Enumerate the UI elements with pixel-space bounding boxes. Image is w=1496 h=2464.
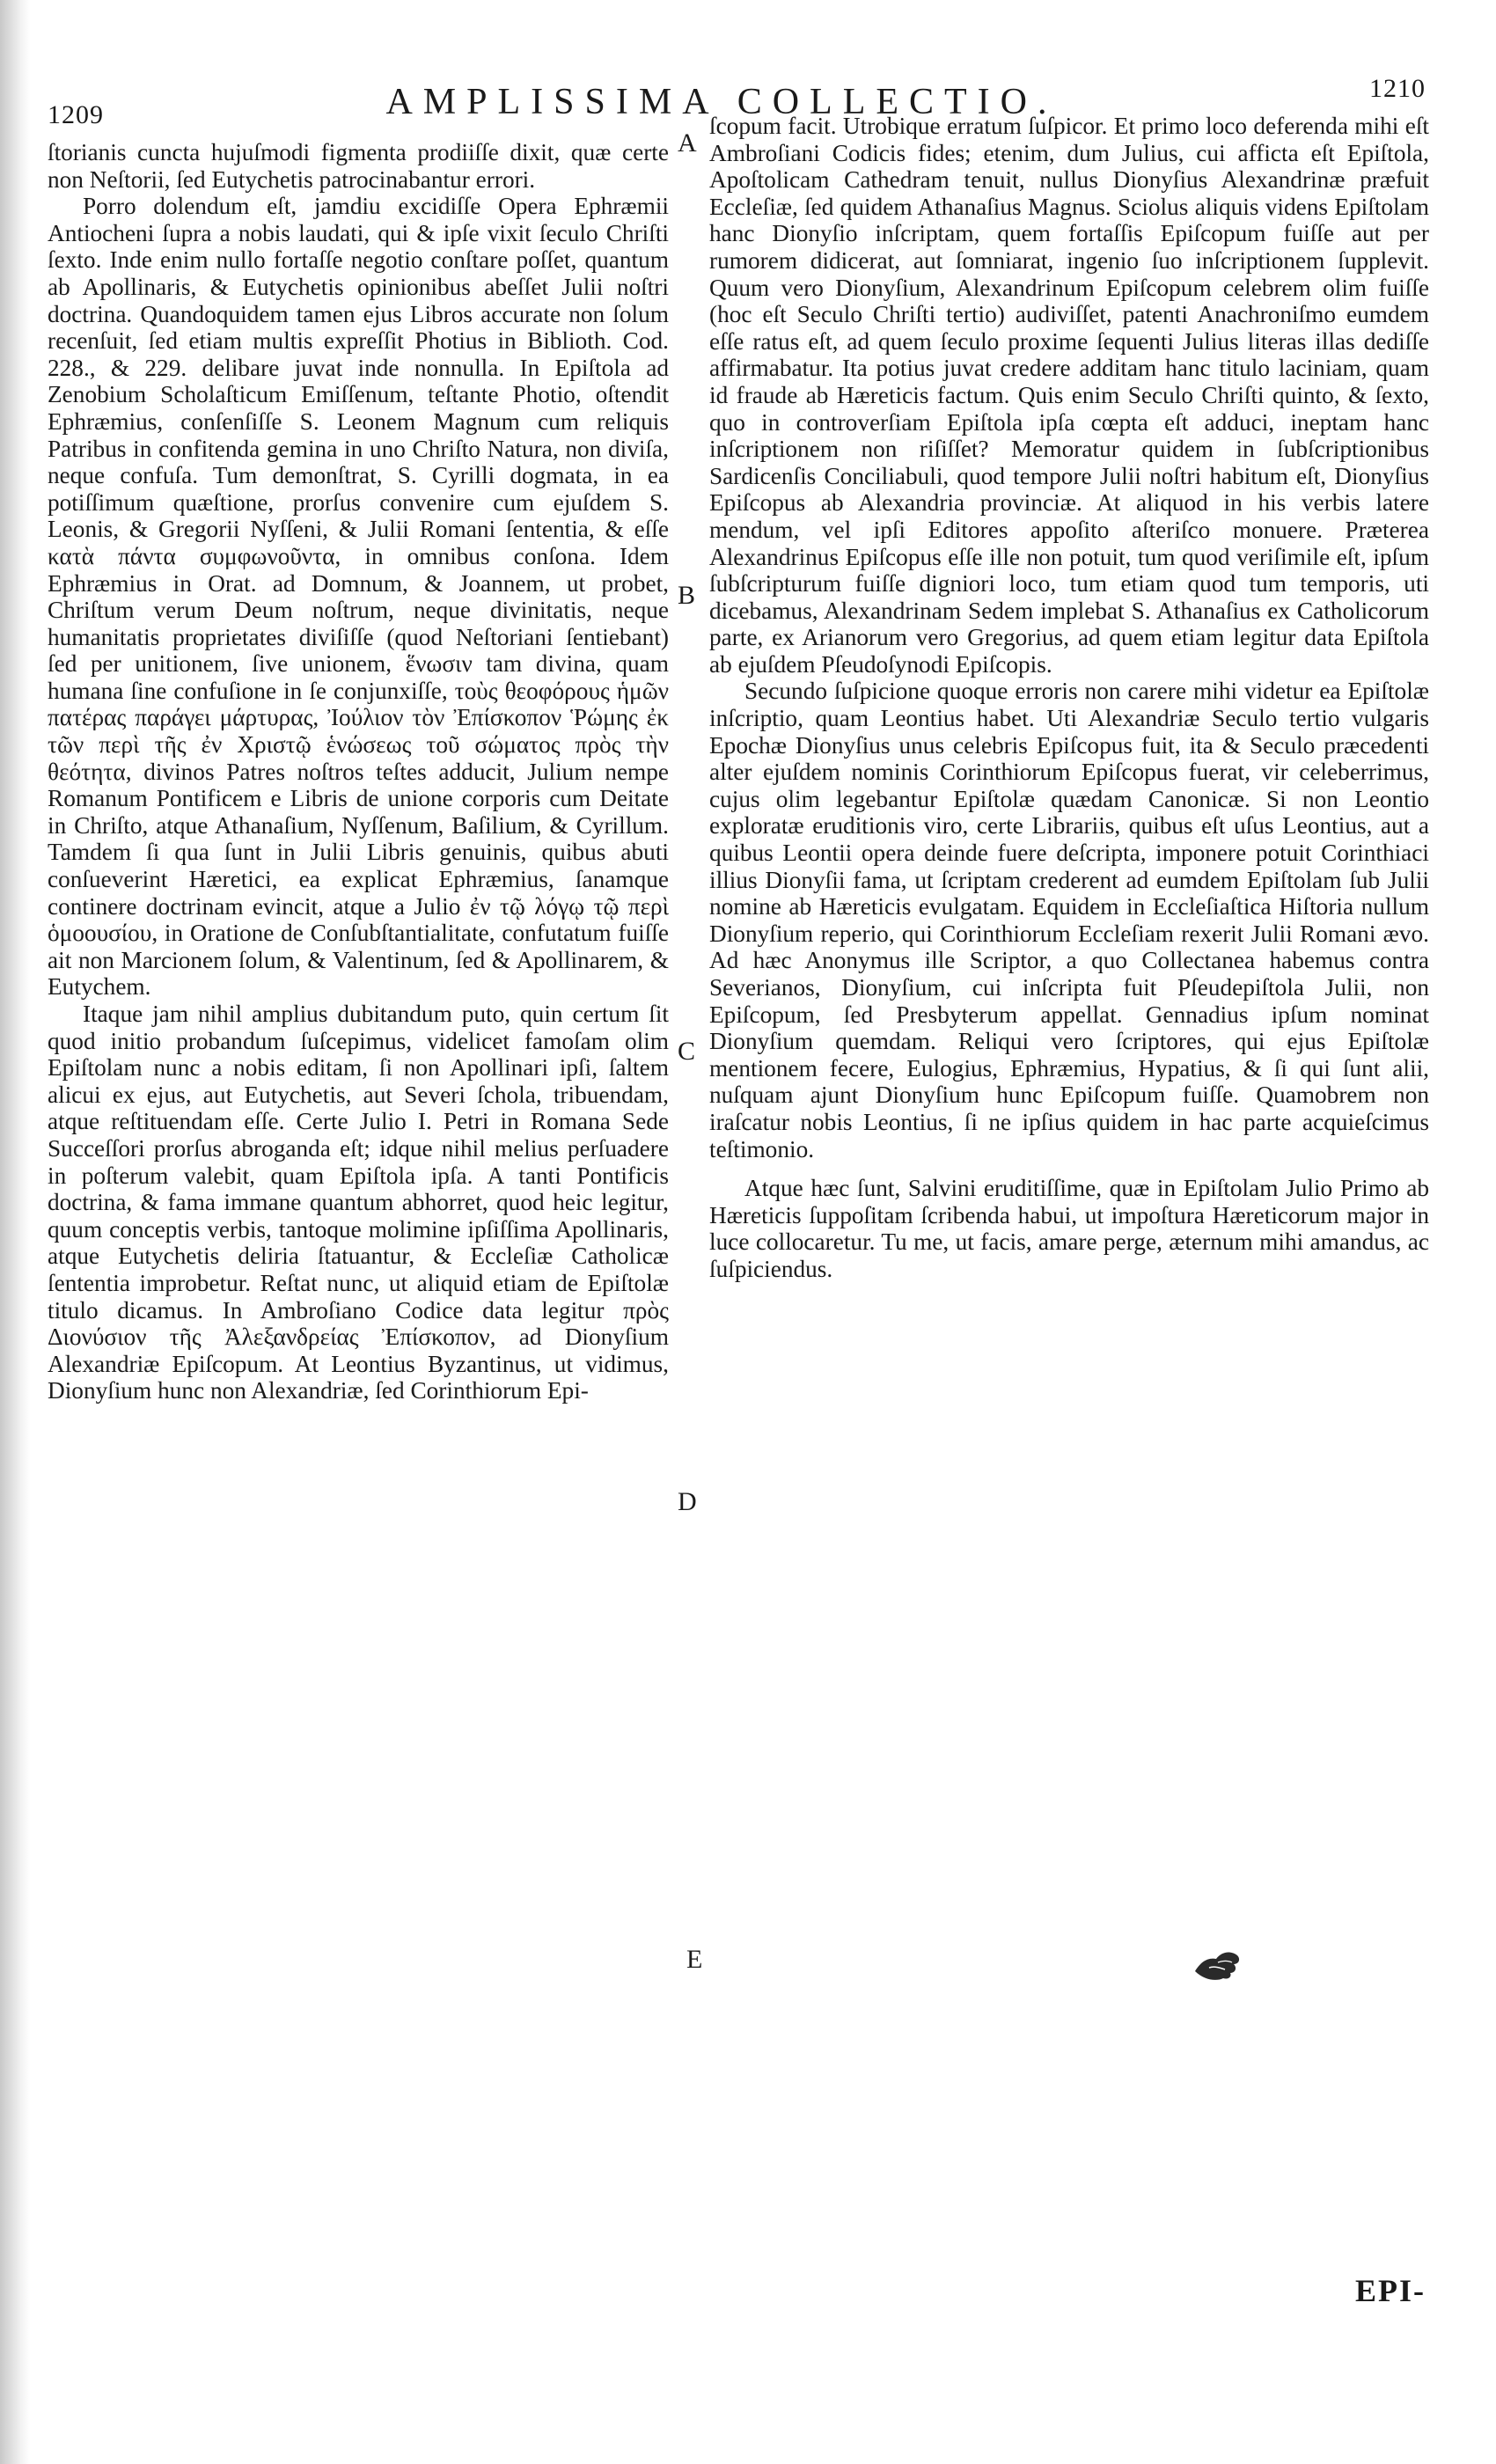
right-paragraph-2: Secundo ſuſpicione quoque erroris non carere mihi videtur ea Epiſtolæ inſcriptio, quam Leontius habet. Uti Alexandriæ Seculo tertio vulgaris Epochæ Dionyſius unus celebris Epiſcopus fuit, ita & Seculo præcedenti alter ejuſdem nominis Corinthiorum Epiſcopus fuerat, vir celeberrimus, cujus olim legebantur Epiſtolæ quædam Canonicæ. Si non Leontio exploratæ eruditionis viro, certe Librariis, quibus eſt uſus Leontius, aut a quibus Leontii opera deinde fuere deſcripta, imponere potuit Corinthiaci illius Dionyſii fama, ut ſcriptam crederent ad eumdem Epiſtolam ſub Julii nomine ab Hæreticis evulgatam. Equidem in Eccleſiaſtica Hiſtoria nullum Dionyſium reperio, qui Corinthiorum Eccleſiam rexerit Julii Romani ævo. Ad hæc Anonymus ille Scriptor, a quo Collectanea habemus contra Severianos, Dionyſium, cui inſcripta fuit Pſeudepiſtola Julii, non Epiſcopum, ſed Presbyterum appellat. Gennadius ipſum nominat Dionyſium quemdam. Reliqui vero ſcriptores, qui ejus Epiſtolæ mentionem fecere, Eulogius, Ephræmius, Hypatius, & ſi qui ſunt alii, nuſquam ajunt Dionyſium hunc Epiſcopum fuiſſe. Quamobrem non iraſcatur nobis Leontius, ſi ne ipſius quidem in hac parte acquieſcimus teſtimonio. [709,678,1429,1162]
page-number-right: 1210 [1369,74,1426,103]
left-paragraph-2: Porro dolendum eſt, jamdiu excidiſſe Opera Ephræmii Antiocheni ſupra a nobis laudati, qui & ipſe vixit ſeculo Chriſti ſexto. Inde enim nullo fortaſſe negotio conſtare poſſet, quantum ab Apollinaris, & Eutychetis opinionibus abeſſet Julii noſtri doctrina. Quandoquidem tamen ejus Libros accurate non ſolum recenſuit, ſed etiam multis expreſſit Photius in Biblioth. Cod. 228., & 229. delibare juvat inde nonnulla. In Epiſtola ad Zenobium Scholaſticum Emiſſenum, teſtante Photio, oſtendit Ephræmius, conſenſiſſe S. Leonem Magnum cum reliquis Patribus in confitenda gemina in uno Chriſto Natura, non diviſa, neque confuſa. Tum demonſtrat, S. Cyrilli dogmata, in ea potiſſimum quæſtione, prorſus convenire cum ejuſdem S. Leonis, & Gregorii Nyſſeni, & Julii Romani ſententia, & eſſe κατὰ πάντα συμφωνοῦντα, in omnibus conſona. Idem Ephræmius in Orat. ad Domnum, & Joannem, ut probet, Chriſtum verum Deum noſtrum, neque divinitatis, neque humanitatis proprietates diviſiſſe (quod Neſtoriani ſentiebant) ſed per unitionem, ſive unionem, ἕνωσιν tam divina, quam humana ſine confuſione in ſe conjunxiſſe, τοὺς θεοφόρους ἡμῶν πατέρας παράγει μάρτυρας, Ἰούλιον τὸν Ἐπίσκοπον Ῥώμης ἐκ τῶν περὶ τῆς ἐν Χριστῷ ἑνώσεως τοῦ σώματος πρὸς τὴν θεότητα, divinos Patres noſtros teſtes adducit, Julium nempe Romanum Pontificem e Libris de unione corporis cum Deitate in Chriſto, atque Athanaſium, Nyſſenum, Baſilium, & Cyrillum. Tamdem ſi qua ſunt in Julii Libris genuinis, quibus abuti conſueverint Hæretici, ea explicat Ephræmius, ſanamque continere doctrinam evincit, atque a Julio ἐν τῷ λόγῳ τῷ περὶ ὁμοουσίου, in Oratione de Conſubſtantialitate, confutatum fuiſſe ait non Marcionem ſolum, & Valentinum, ſed & Apollinarem, & Eutychem. [48,193,669,1001]
running-title: AMPLISSIMA COLLECTIO. [385,82,1058,122]
page-number-left: 1209 [48,100,104,129]
margin-letter-d: D [678,1487,697,1516]
left-paragraph-1: ſtorianis cuncta hujuſmodi figmenta prodiiſſe dixit, quæ certe non Neſtorii, ſed Eutychetis patrocinabantur errori. [48,139,669,193]
catchword: EPI- [1355,2273,1426,2308]
margin-letter-a: A [678,128,697,158]
margin-letter-b: B [678,581,696,610]
left-paragraph-3: Itaque jam nihil amplius dubitandum puto, quin certum ſit quod initio probandum ſuſcepimus, videlicet famoſam olim Epiſtolam nunc a nobis editam, ſi non Apollinari ipſi, ſaltem alicui ex ejus, aut Eutychetis, aut Severi ſchola, tribuendam, atque reſtituendam eſſe. Certe Julio I. Petri in Romana Sede Succeſſori prorſus abroganda eſt; idque nihil melius perſuadere in poſterum valebit, quam Epiſtola ipſa. A tanti Pontificis doctrina, & fama immane quantum abhorret, quod heic legitur, quum conceptis verbis, tantoque molimine ipſiſſima Apollinaris, atque Eutychetis deliria ſtatuantur, & Eccleſiæ Catholicæ ſententia improbetur. Reſtat nunc, ut aliquid etiam de Epiſtolæ titulo dicamus. In Ambroſiano Codice data legitur πρὸς Διονύσιον τῆς Ἀλεξανδρείας Ἐπίσκοπον, ad Dionyſium Alexandriæ Epiſcopum. At Leontius Byzantinus, ut vidimus, Dionyſium hunc non Alexandriæ, ſed Corinthiorum Epi- [48,1001,669,1404]
gutter-shadow [0,0,30,2464]
right-paragraph-3: Atque hæc ſunt, Salvini eruditiſſime, quæ in Epiſtolam Julio Primo ab Hæreticis ſuppoſitam ſcribenda habui, ut impoſtura Hæreticorum major in luce collocaretur. Tu me, ut facis, amare perge, æternum mihi amandus, ac ſuſpiciendus. [709,1175,1429,1282]
right-paragraph-1: ſcopum facit. Utrobique erratum ſuſpicor. Et primo loco deferenda mihi eſt Ambroſiani Codicis fides; etenim, dum Julius, cui afficta eſt Epiſtola, Apoſtolicam Cathedram tenuit, nullus Dionyſius Alexandrinæ præfuit Eccleſiæ, ſed quidem Athanaſius Magnus. Sciolus aliquis videns Epiſtolam hanc Dionyſio inſcriptam, quem fortaſſis Epiſcopum fuiſſe aut per rumorem didicerat, aut ſomniarat, ingenio ſuo inſcriptionem ſupplevit. Quum vero Dionyſium, Alexandrinum Epiſcopum celebrem olim fuiſſe (hoc eſt Seculo Chriſti tertio) audiviſſet, patenti Anachroniſmo eumdem eſſe ratus eſt, ad quem ſeculo proxime ſequenti Julius literas illas dediſſe affirmabatur. Ita potius juvat credere additam hanc titulo laciniam, quam id fraude ab Hæreticis factum. Quis enim Seculo Chriſti quinto, & ſexto, quo in controverſiam Epiſtola ipſa cœpta eſt adduci, ineptam hanc inſcriptionem non riſiſſet? Memoratur quidem in ſubſcriptionibus Sardicenſis Conciliabuli, quod tempore Julii noſtri habitum eſt, Dionyſius Epiſcopus ab Alexandria provinciæ. At aliquod in his verbis latere mendum, vel ipſi Editores appoſito aſteriſco monuere. Præterea Alexandrinus Epiſcopus eſſe ille non potuit, tum quod veriſimile eſt, ipſum ſubſcripturum fuiſſe digniori loco, tum etiam quod tum temporis, uti dicebamus, Alexandrinam Sedem implebat S. Athanaſius ex Catholicorum parte, ex Arianorum vero Gregorius, ad quem etiam legitur data Epiſtola ab ejuſdem Pſeudoſynodi Epiſcopis. [709,113,1429,678]
right-column [709,113,1429,1283]
pointing-hand-ornament-icon [1192,1945,1244,1984]
margin-letter-c: C [678,1037,696,1066]
margin-letter-e: E [686,1945,703,1974]
left-column [48,139,669,1404]
